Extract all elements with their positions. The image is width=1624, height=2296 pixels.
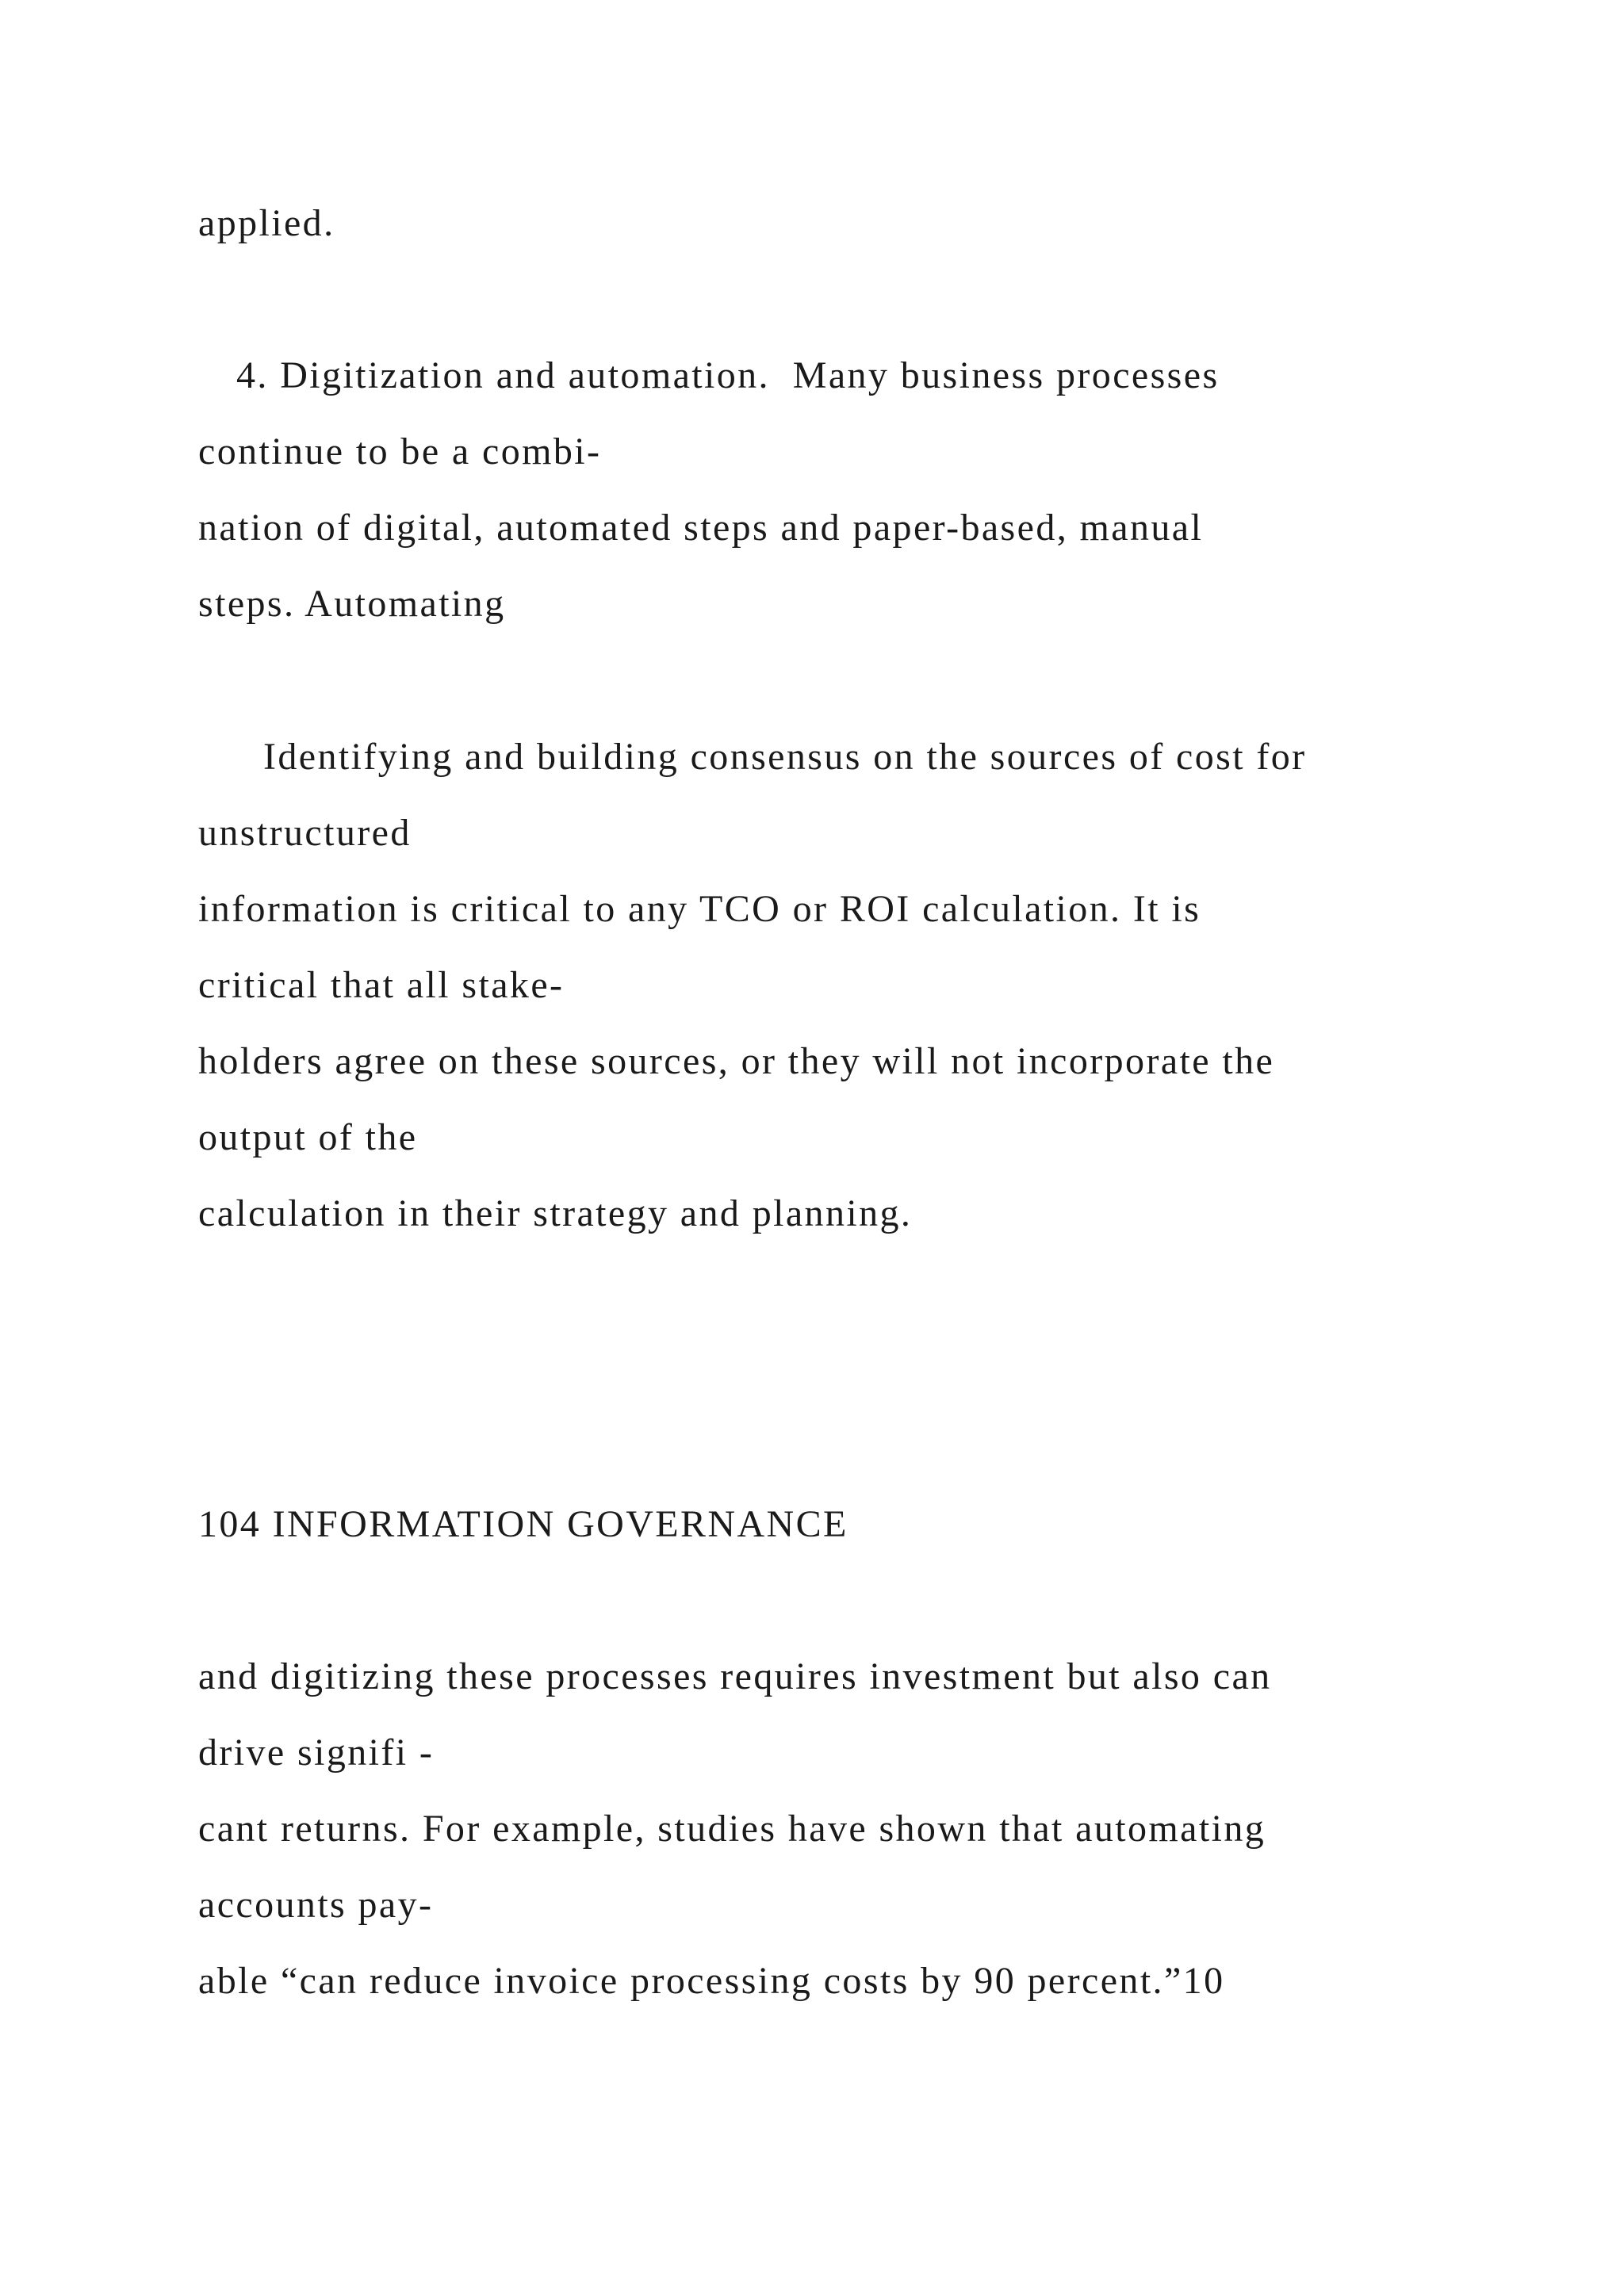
text-line: applied. bbox=[198, 202, 335, 244]
text-line: critical that all stake- bbox=[198, 964, 565, 1006]
text-line: holders agree on these sources, or they will not incorporate the bbox=[198, 1040, 1275, 1082]
text-line: cant returns. For example, studies have shown that automating bbox=[198, 1808, 1266, 1850]
text-line: steps. Automating bbox=[198, 583, 506, 625]
list-item-heading: 4. Digitization and automation. Many business processes bbox=[236, 354, 1220, 396]
text-line: drive signifi - bbox=[198, 1732, 435, 1774]
text-line: and digitizing these processes requires investment but also can bbox=[198, 1655, 1272, 1697]
text-line: able “can reduce invoice processing costs by 90 percent.”10 bbox=[198, 1960, 1225, 2002]
text-line: information is critical to any TCO or ROI calculation. It is bbox=[198, 888, 1201, 930]
page-header: 104 INFORMATION GOVERNANCE bbox=[198, 1503, 848, 1545]
text-line: nation of digital, automated steps and paper-based, manual bbox=[198, 507, 1204, 549]
paragraph-start: Identifying and building consensus on the sources of cost for bbox=[263, 736, 1307, 778]
text-line: accounts pay- bbox=[198, 1884, 434, 1926]
text-line: unstructured bbox=[198, 812, 412, 854]
text-line: calculation in their strategy and planning. bbox=[198, 1192, 913, 1234]
text-line: continue to be a combi- bbox=[198, 430, 602, 473]
text-line: output of the bbox=[198, 1116, 418, 1158]
